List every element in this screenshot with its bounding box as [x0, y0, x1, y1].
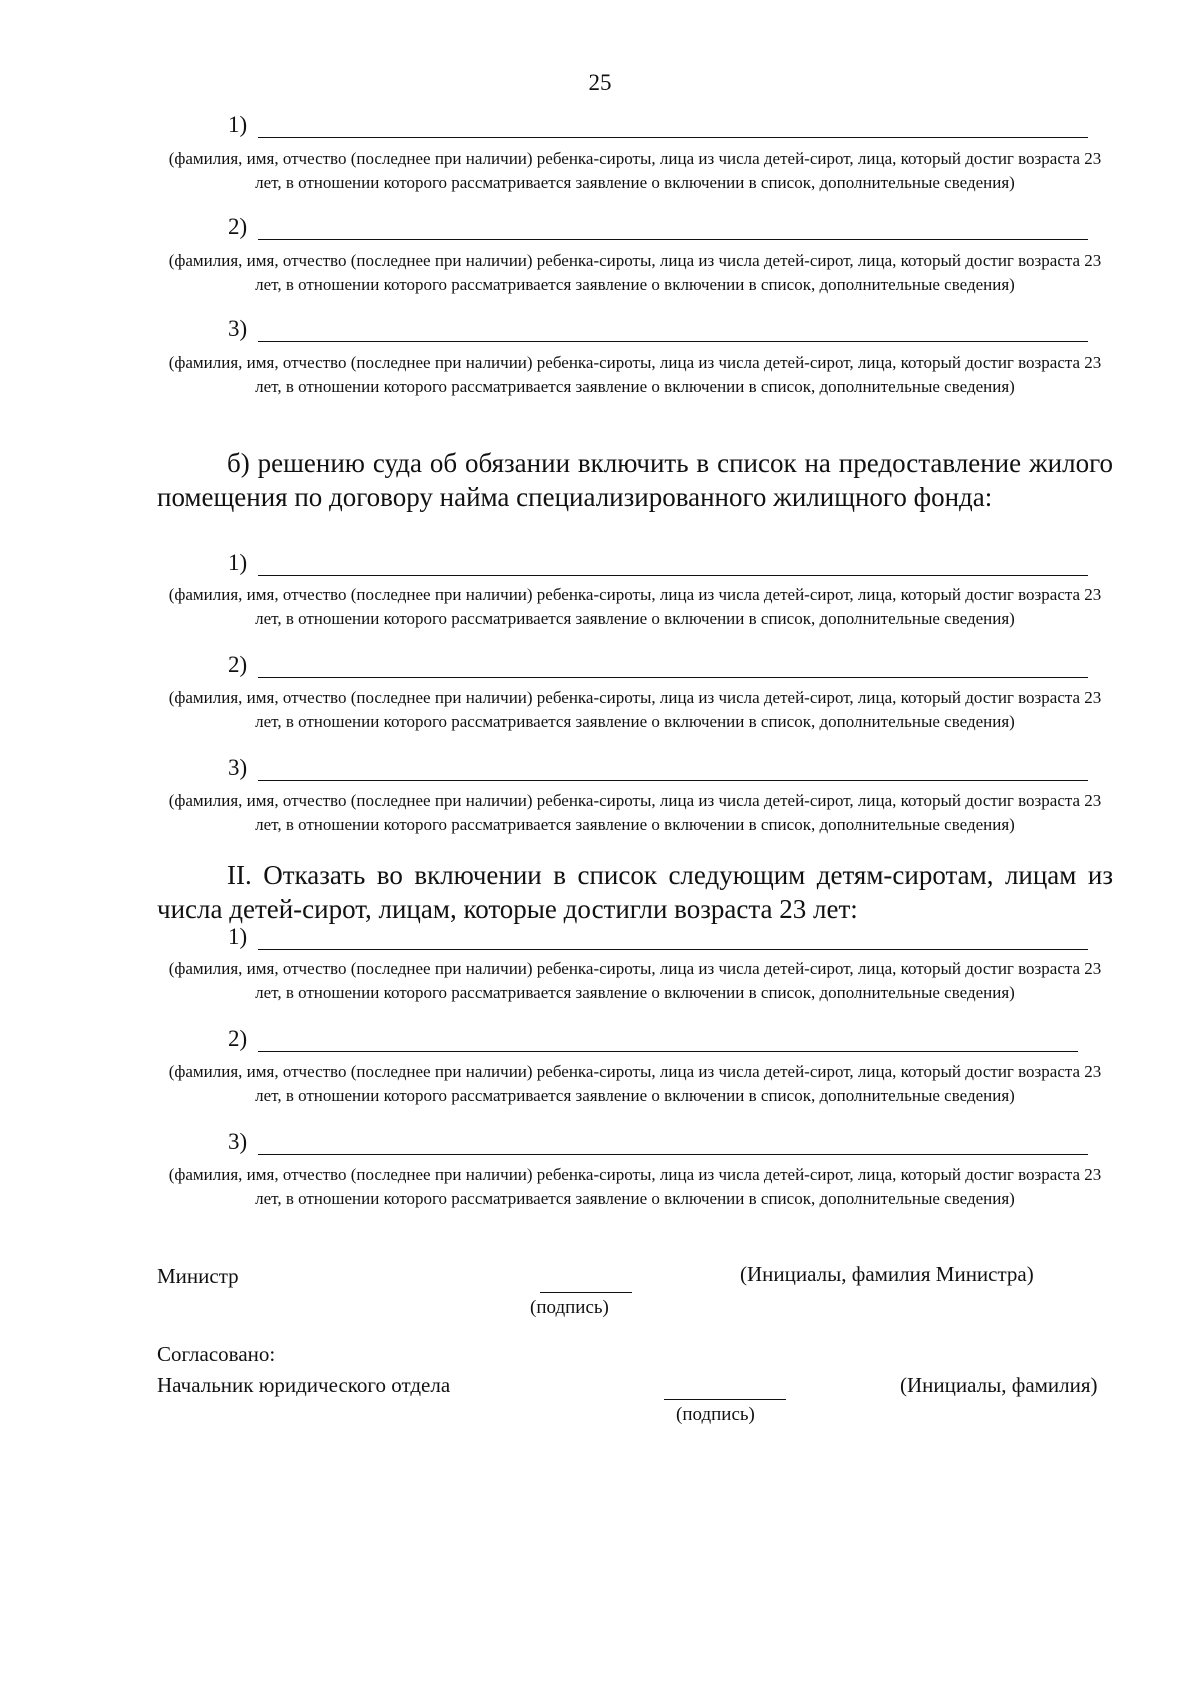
legal-head-title: Начальник юридического отдела: [157, 1373, 451, 1397]
entry-number: 2): [228, 214, 248, 239]
entry-caption: (фамилия, имя, отчество (последнее при наличии) ребенка-сироты, лица из числа детей-сирот, лица, который достиг возраста 23 лет, в отношении которого рассматривается заявление о включении в список, дополнительные сведения): [168, 1165, 1102, 1208]
entry-number: 3): [228, 1129, 248, 1154]
entry-number: 3): [228, 316, 248, 341]
entry-caption: (фамилия, имя, отчество (последнее при наличии) ребенка-сироты, лица из числа детей-сирот, лица, который достиг возраста 23 лет, в отношении которого рассматривается заявление о включении в список, дополнительные сведения): [168, 149, 1102, 192]
blank-line[interactable]: [258, 677, 1088, 678]
list-item: [228, 212, 1088, 242]
entry-number: 1): [228, 924, 248, 949]
entry-number: 3): [228, 755, 248, 780]
entry-caption: (фамилия, имя, отчество (последнее при наличии) ребенка-сироты, лица из числа детей-сирот, лица, который достиг возраста 23 лет, в отношении которого рассматривается заявление о включении в список, дополнительные сведения): [168, 959, 1102, 1002]
entry-number: 1): [228, 112, 248, 137]
entry-caption: (фамилия, имя, отчество (последнее при наличии) ребенка-сироты, лица из числа детей-сирот, лица, который достиг возраста 23 лет, в отношении которого рассматривается заявление о включении в список, дополнительные сведения): [168, 585, 1102, 628]
entry-caption: (фамилия, имя, отчество (последнее при наличии) ребенка-сироты, лица из числа детей-сирот, лица, который достиг возраста 23 лет, в отношении которого рассматривается заявление о включении в список, дополнительные сведения): [168, 251, 1102, 294]
blank-line[interactable]: [258, 949, 1088, 950]
agreed-label: Согласовано:: [157, 1342, 276, 1366]
entry-caption: (фамилия, имя, отчество (последнее при наличии) ребенка-сироты, лица из числа детей-сирот, лица, который достиг возраста 23 лет, в отношении которого рассматривается заявление о включении в список, дополнительные сведения): [168, 353, 1102, 396]
blank-line[interactable]: [258, 575, 1088, 576]
minister-signature-caption: (подпись): [530, 1297, 609, 1318]
list-item: [228, 922, 1088, 952]
entry-caption: (фамилия, имя, отчество (последнее при наличии) ребенка-сироты, лица из числа детей-сирот, лица, который достиг возраста 23 лет, в отношении которого рассматривается заявление о включении в список, дополнительные сведения): [168, 1062, 1102, 1105]
page-number: 25: [588, 70, 612, 95]
legal-head-name-caption: (Инициалы, фамилия): [900, 1373, 1098, 1397]
list-item: [228, 1024, 1078, 1054]
entry-caption: (фамилия, имя, отчество (последнее при наличии) ребенка-сироты, лица из числа детей-сирот, лица, который достиг возраста 23 лет, в отношении которого рассматривается заявление о включении в список, дополнительные сведения): [168, 688, 1102, 731]
entry-number: 2): [228, 652, 248, 677]
blank-line[interactable]: [258, 239, 1088, 240]
list-item: [228, 1127, 1088, 1157]
blank-line[interactable]: [258, 1051, 1078, 1052]
blank-line[interactable]: [258, 341, 1088, 342]
list-item: [228, 110, 1088, 140]
blank-line[interactable]: [258, 780, 1088, 781]
entry-number: 2): [228, 1026, 248, 1051]
section-b-heading: б) решению суда об обязании включить в список на предоставление жилого помещения по договору найма специализированного жилищного фонда:: [157, 448, 1113, 512]
entry-number: 1): [228, 550, 248, 575]
minister-signature-line[interactable]: [540, 1292, 632, 1293]
blank-line[interactable]: [258, 1154, 1088, 1155]
entry-caption: (фамилия, имя, отчество (последнее при наличии) ребенка-сироты, лица из числа детей-сирот, лица, который достиг возраста 23 лет, в отношении которого рассматривается заявление о включении в список, дополнительные сведения): [168, 791, 1102, 834]
minister-title: Министр: [157, 1264, 239, 1288]
list-item: [228, 314, 1088, 344]
minister-name-caption: (Инициалы, фамилия Министра): [740, 1262, 1034, 1286]
legal-head-signature-line[interactable]: [664, 1399, 786, 1400]
list-item: [228, 650, 1088, 680]
section-ii-heading: II. Отказать во включении в список следующим детям-сиротам, лицам из числа детей-сирот, лицам, которые достигли возраста 23 лет:: [157, 860, 1113, 924]
legal-head-signature-caption: (подпись): [676, 1404, 755, 1425]
blank-line[interactable]: [258, 137, 1088, 138]
list-item: [228, 548, 1088, 578]
list-item: [228, 753, 1088, 783]
